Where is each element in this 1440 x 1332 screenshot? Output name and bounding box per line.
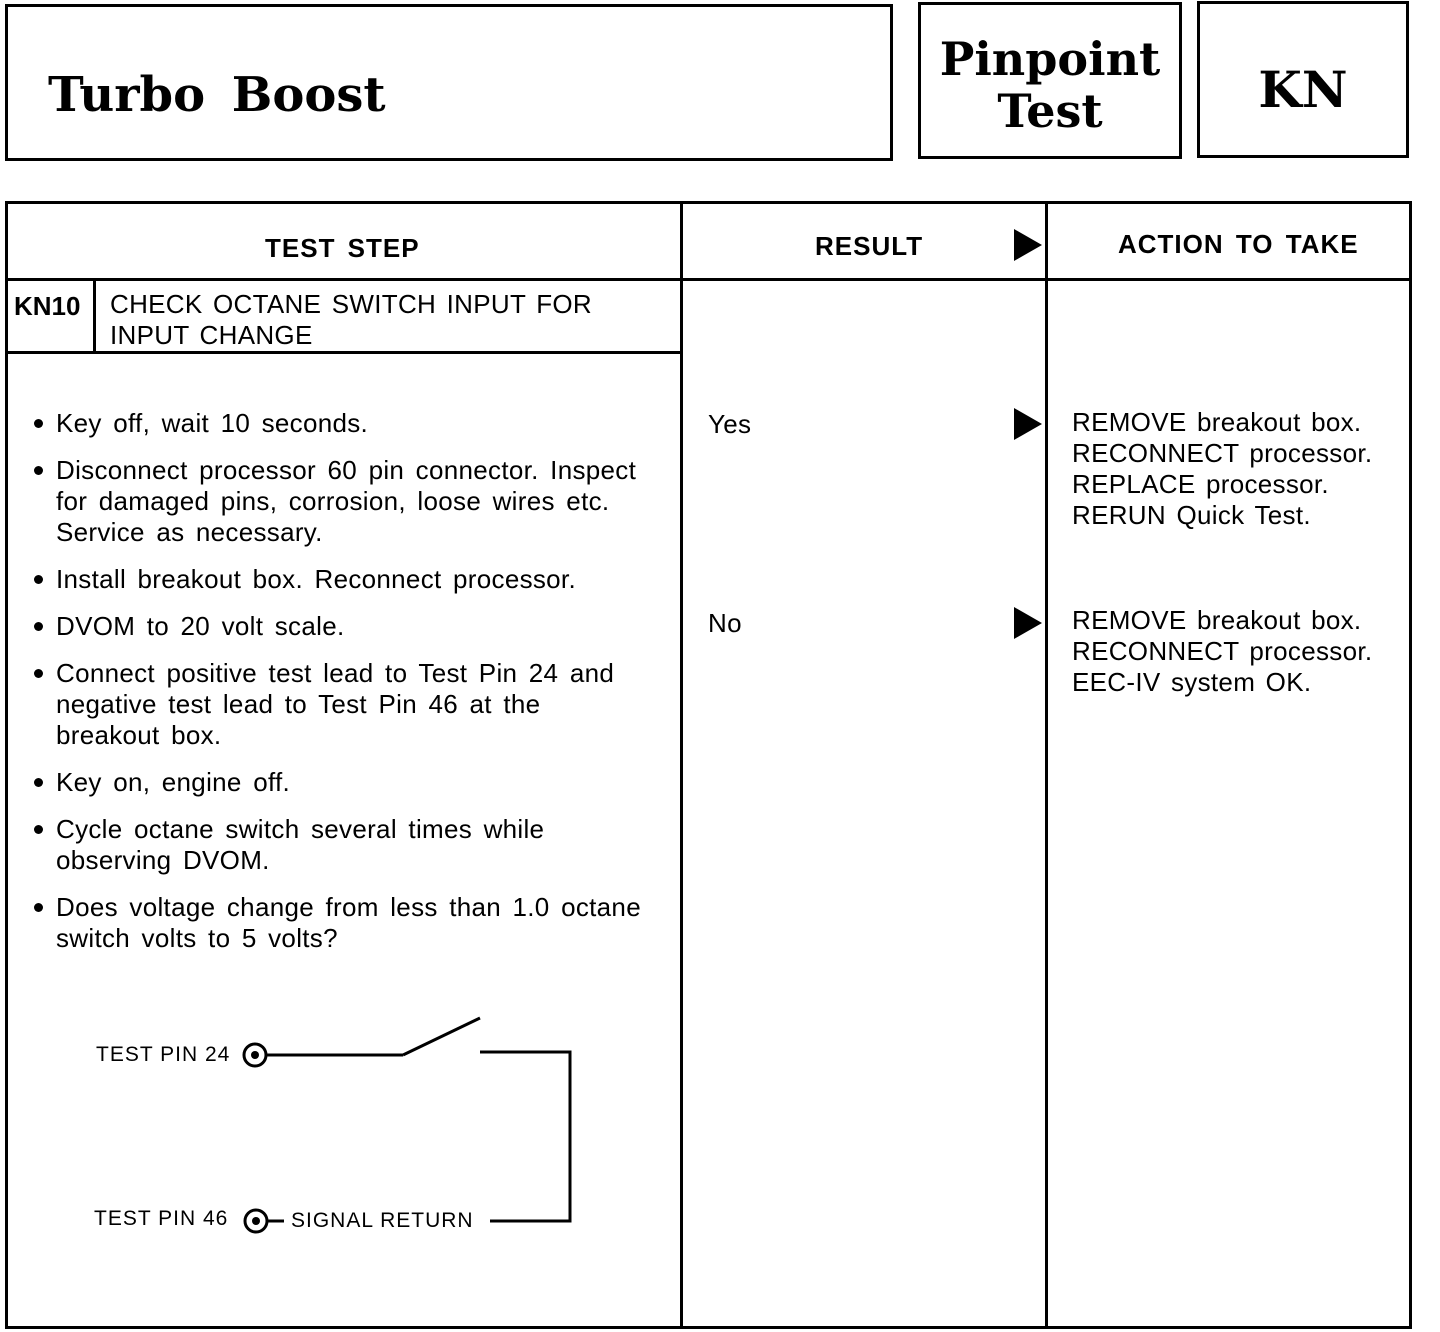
bullet-icon xyxy=(34,903,43,912)
pin46-label: TEST PIN 46 xyxy=(94,1207,229,1230)
bullet-icon xyxy=(34,466,43,475)
divider-result-action xyxy=(1045,203,1048,1328)
step-title-underline xyxy=(7,351,682,354)
result-no-arrow-icon xyxy=(1014,607,1042,639)
test-code: KN xyxy=(1258,60,1348,119)
divider-step-result xyxy=(680,203,683,1328)
list-item: Cycle octane switch several times while observing DVOM. xyxy=(32,814,652,876)
signal-return-label: SIGNAL RETURN xyxy=(291,1209,474,1232)
list-item: DVOM to 20 volt scale. xyxy=(32,611,652,642)
step-title xyxy=(110,289,592,351)
result-yes-arrow-icon xyxy=(1014,408,1042,440)
list-item: Key off, wait 10 seconds. xyxy=(32,408,652,439)
bullet-icon xyxy=(34,778,43,787)
result-yes: Yes xyxy=(708,409,752,439)
header-test-step: TEST STEP xyxy=(265,233,420,263)
action-yes: REMOVE breakout box. RECONNECT processor. REPLACE processor. RERUN Quick Test. xyxy=(1072,407,1373,530)
bullet-icon xyxy=(34,669,43,678)
list-item: Connect positive test lead to Test Pin 24 and negative test lead to Test Pin 46 at the breakout box. xyxy=(32,658,652,751)
list-item: Key on, engine off. xyxy=(32,767,652,798)
pinpoint-test-box xyxy=(918,2,1182,159)
code-box xyxy=(1197,1,1409,158)
header-result: RESULT xyxy=(815,231,924,261)
step-title-line1: CHECK OCTANE SWITCH INPUT FOR xyxy=(110,289,592,319)
header-arrow-icon xyxy=(1014,229,1042,261)
bullet-icon xyxy=(34,575,43,584)
bullet-icon xyxy=(34,825,43,834)
list-item: Install breakout box. Reconnect processor. xyxy=(32,564,652,595)
step-id-divider xyxy=(93,280,96,353)
pinpoint-line1: Pinpoint xyxy=(939,32,1161,86)
step-instructions xyxy=(32,408,652,970)
page-title: Turbo Boost xyxy=(48,67,386,123)
result-no: No xyxy=(708,608,742,638)
bullet-icon xyxy=(34,622,43,631)
list-item: Does voltage change from less than 1.0 octane switch volts to 5 volts? xyxy=(32,892,652,954)
title-box xyxy=(5,4,893,161)
step-id: KN10 xyxy=(14,291,81,321)
header-action: ACTION TO TAKE xyxy=(1118,229,1359,259)
bullet-icon xyxy=(34,419,43,428)
action-no: REMOVE breakout box. RECONNECT processor. EEC-IV system OK. xyxy=(1072,605,1373,697)
pinpoint-test-label xyxy=(921,33,1179,137)
header-underline xyxy=(7,278,1410,281)
pinpoint-line2: Test xyxy=(997,84,1103,138)
pin24-label: TEST PIN 24 xyxy=(96,1043,231,1066)
step-title-line2: INPUT CHANGE xyxy=(110,320,313,350)
list-item: Disconnect processor 60 pin connector. Inspect for damaged pins, corrosion, loose wires etc. Service as necessary. xyxy=(32,455,652,548)
